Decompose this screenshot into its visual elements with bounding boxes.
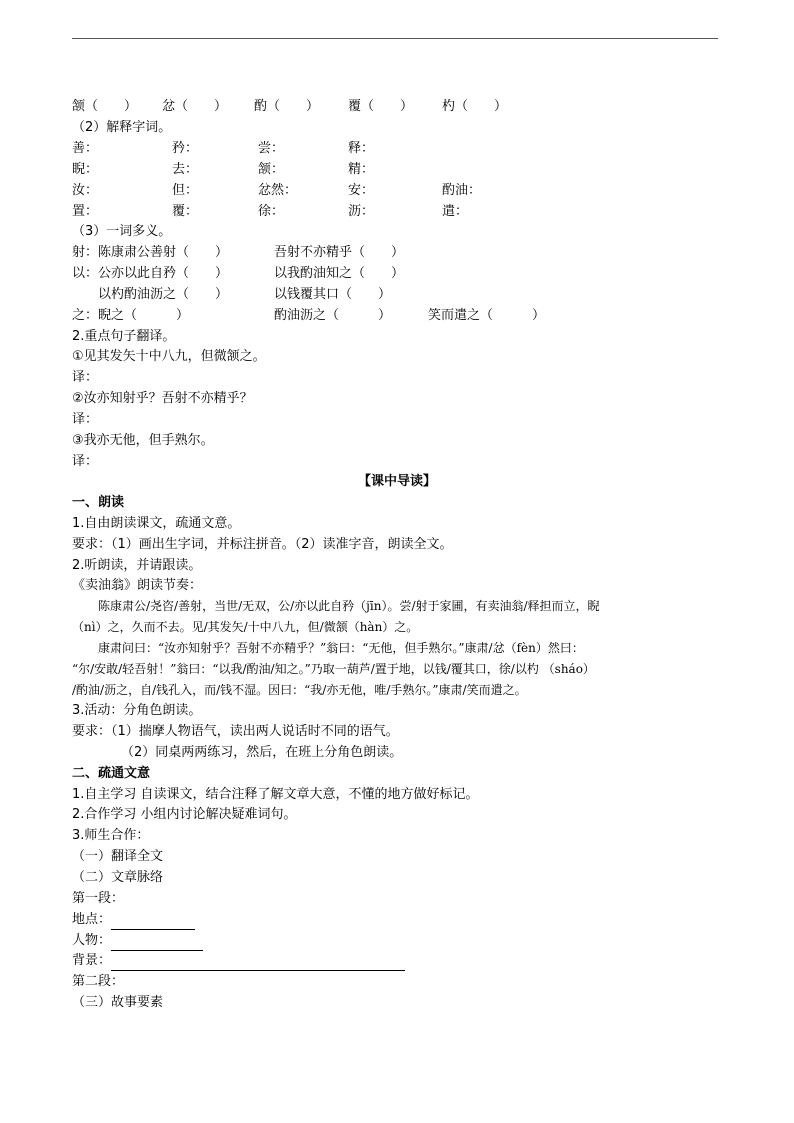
part2-line: 第一段： — [72, 891, 125, 906]
explain-cell: 矜： — [172, 141, 199, 156]
part1-line: 1.自由朗读课文，疏通文意。 — [72, 516, 241, 531]
explain-cell: 置： — [72, 204, 99, 219]
rhythm-paragraph-line: 陈康肃公/尧咨/善射，当世/无双，公/亦以此自矜（jīn）。尝/射于家圃，有卖油翁/释担而立，睨 — [98, 599, 600, 613]
rhythm-paragraph-line: 康肃问曰：“汝亦知射乎？吾射不亦精乎？”翁曰：“无他，但手熟尔。”康肃/忿（fèn）然曰： — [98, 641, 584, 655]
pronounce-item: 酌（ ） — [254, 99, 320, 114]
sentence-answer: 译： — [72, 412, 99, 427]
part2-line: 1.自主学习 自读课文，结合注释了解文章大意，不懂的地方做好标记。 — [72, 787, 479, 802]
part2-line: （二）文章脉络 — [72, 870, 164, 885]
polysemy-item: 吾射不亦精乎（ ） — [274, 245, 405, 260]
background-field — [72, 950, 405, 971]
explain-cell: 睨： — [72, 162, 99, 177]
explain-cell: 遣： — [442, 204, 469, 219]
person-blank[interactable] — [111, 936, 203, 951]
part1-heading: 一、朗读 — [72, 495, 125, 510]
explain-cell: 沥： — [348, 204, 375, 219]
explain-cell: 颔： — [258, 162, 285, 177]
sentence-answer: 译： — [72, 454, 99, 469]
polysemy-item: 酌油沥之（ ） — [274, 308, 392, 323]
part2-line: 2.合作学习 小组内讨论解决疑难词句。 — [72, 807, 297, 822]
polysemy-item: 以：公亦以此自矜（ ） — [72, 266, 229, 281]
rhythm-paragraph-line: “尔/安敢/轻吾射！”翁曰：“以我/酌油/知之。”乃取一葫芦/置于地，以钱/覆其口，徐/以杓 （sháo） — [72, 662, 595, 676]
part2-line: （一）翻译全文 — [72, 849, 164, 864]
polysemy-item: 以钱覆其口（ ） — [274, 287, 392, 302]
explain-cell: 酌油： — [442, 183, 482, 198]
part2-line: 3.师生合作： — [72, 828, 150, 843]
place-field — [72, 909, 195, 930]
sentence-question: ③我亦无他，但手熟尔。 — [72, 433, 214, 448]
sentence-question: ②汝亦知射乎？吾射不亦精乎？ — [72, 391, 253, 406]
pronounce-item: 颔（ ） — [72, 99, 138, 114]
rhythm-paragraph-line: （nì）之，久而不去。见/其发矢/十中八九，但/微颔（hàn）之。 — [72, 620, 419, 634]
explain-cell: 覆： — [172, 204, 199, 219]
explain-cell: 善： — [72, 141, 99, 156]
background-label: 背景： — [72, 953, 112, 968]
explain-cell: 徐： — [258, 204, 285, 219]
polysemy-item: 笑而遣之（ ） — [428, 308, 546, 323]
explain-cell: 但： — [172, 183, 199, 198]
polysemy-item: 以杓酌油沥之（ ） — [98, 287, 229, 302]
polysemy-item: 之：睨之（ ） — [72, 308, 190, 323]
sentence-question: ①见其发矢十中八九，但微颔之。 — [72, 349, 266, 364]
explain-cell: 尝： — [258, 141, 285, 156]
person-field — [72, 930, 203, 951]
person-label: 人物： — [72, 933, 112, 948]
place-label: 地点： — [72, 912, 112, 927]
header-rule — [72, 38, 718, 39]
part1-line: （2）同桌两两练习，然后，在班上分角色朗读。 — [121, 745, 403, 760]
polysemy-item: 以我酌油知之（ ） — [274, 266, 405, 281]
explain-cell: 安： — [348, 183, 375, 198]
part2-line: （三）故事要素 — [72, 995, 164, 1010]
part1-line: 要求：（1）画出生字词，并标注拼音。（2）读准字音，朗读全文。 — [72, 537, 453, 552]
polysemy-title: （3）一词多义。 — [72, 224, 172, 239]
background-blank[interactable] — [111, 956, 405, 971]
rhythm-paragraph-line: /酌油/沥之，自/钱孔入，而/钱不湿。因曰：“我/亦无他，唯/手熟尔。”康肃/笑而遣之。 — [72, 683, 527, 697]
part1-line: 要求：（1）揣摩人物语气，读出两人说话时不同的语气。 — [72, 724, 399, 739]
rhythm-title: 《卖油翁》朗读节奏： — [72, 578, 203, 593]
polysemy-item: 射：陈康肃公善射（ ） — [72, 245, 229, 260]
pronounce-item: 覆（ ） — [348, 99, 414, 114]
part2-heading: 二、疏通文意 — [72, 766, 151, 781]
place-blank[interactable] — [111, 915, 195, 930]
section-title: 【课中导读】 — [357, 474, 436, 489]
explain-cell: 汝： — [72, 183, 99, 198]
part1-line: 3.活动：分角色朗读。 — [72, 703, 202, 718]
part2-line: 第二段： — [72, 974, 125, 989]
explain-cell: 释： — [348, 141, 375, 156]
pronounce-item: 忿（ ） — [162, 99, 228, 114]
pronounce-item: 杓（ ） — [442, 99, 508, 114]
explain-cell: 忿然： — [258, 183, 298, 198]
explain-title: （2）解释字词。 — [72, 120, 172, 135]
part1-line: 2.听朗读，并请跟读。 — [72, 558, 202, 573]
translate-title: 2.重点句子翻译。 — [72, 329, 176, 344]
sentence-answer: 译： — [72, 370, 99, 385]
explain-cell: 去： — [172, 162, 199, 177]
explain-cell: 精： — [348, 162, 375, 177]
